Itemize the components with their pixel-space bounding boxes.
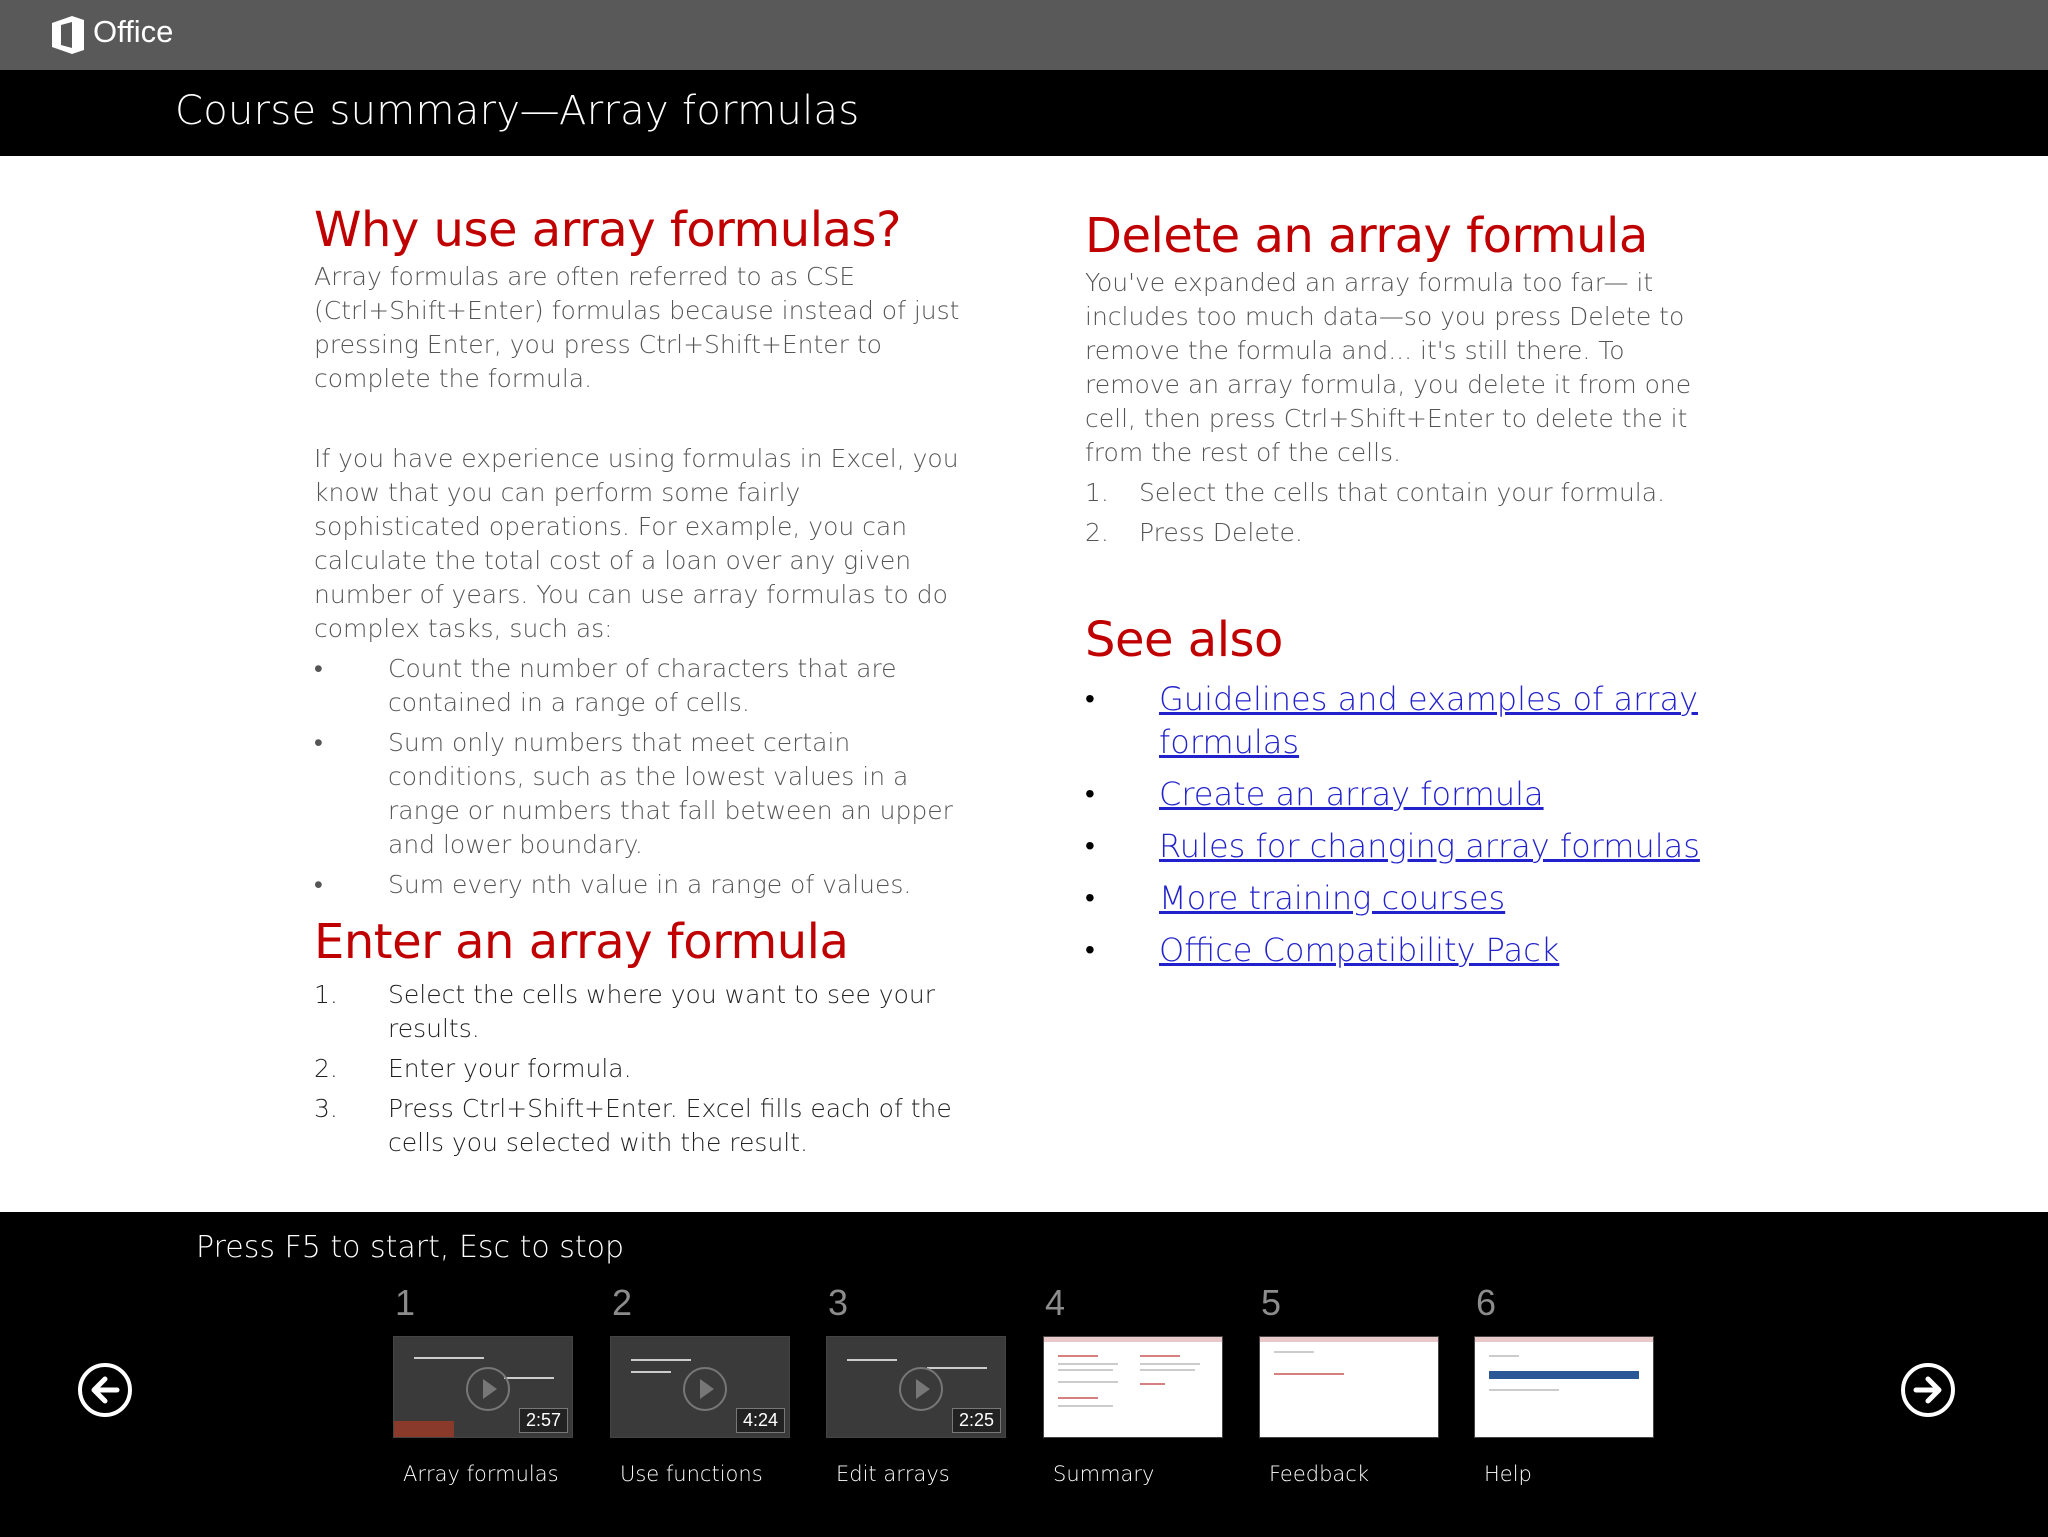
thumbnail-label: Use functions xyxy=(620,1462,763,1486)
bottom-bar: Press F5 to start, Esc to stop 1 2:57 Array formulas 2 4:24 Use functions 3 2:25 Edit arrays 4 Summary 5 Feedback 6 Help xyxy=(0,1212,2048,1537)
bullet: • xyxy=(314,654,323,683)
video-thumbnail xyxy=(610,1336,790,1438)
see-also-heading: See also xyxy=(1085,612,1283,668)
title-bar xyxy=(0,70,2048,156)
play-icon xyxy=(466,1367,510,1411)
page-thumbnail xyxy=(1043,1336,1223,1438)
page-thumbnail xyxy=(1474,1336,1654,1438)
thumbnail-label: Array formulas xyxy=(403,1462,559,1486)
delete-paragraph: You've expanded an array formula too far— it includes too much data—so you press Delete to remove the formula and... it's still there. To remove an array formula, you delete it from one cell, then press Ctrl+Shift+Enter to delete the it from the rest of the cells. xyxy=(1085,268,1692,467)
arrow-right-circle-icon[interactable] xyxy=(1900,1362,1956,1418)
why-bullet-list xyxy=(314,652,964,902)
right-column xyxy=(1085,200,1705,973)
link-create[interactable]: Create an array formula xyxy=(1159,775,1544,813)
bullet: • xyxy=(1085,682,1095,715)
left-column xyxy=(314,200,964,1160)
list-item: 1. Select the cells that contain your formula. xyxy=(1085,478,1666,507)
link-guidelines[interactable]: Guidelines and examples of array formulas xyxy=(1159,680,1698,761)
duration-badge: 2:25 xyxy=(952,1408,1001,1433)
why-heading: Why use array formulas? xyxy=(314,202,901,258)
bullet: • xyxy=(1085,933,1095,966)
office-brand: Office xyxy=(93,14,174,49)
delete-heading: Delete an array formula xyxy=(1085,208,1648,264)
bullet: • xyxy=(314,728,323,757)
keyboard-hint: Press F5 to start, Esc to stop xyxy=(196,1230,625,1265)
arrow-left-circle-icon[interactable] xyxy=(77,1362,133,1418)
list-item: 2. Enter your formula. xyxy=(314,1054,632,1083)
bullet: • xyxy=(314,870,323,899)
page-thumbnail xyxy=(1259,1336,1439,1438)
thumbnail-label: Edit arrays xyxy=(836,1462,950,1486)
link-more-training[interactable]: More training courses xyxy=(1159,879,1506,917)
list-item xyxy=(1085,826,1705,869)
thumbnail-label: Summary xyxy=(1053,1462,1155,1486)
enter-heading: Enter an array formula xyxy=(314,914,849,970)
list-item xyxy=(1085,930,1705,973)
list-item: • Count the number of characters that are contained in a range of cells. xyxy=(314,654,897,717)
list-item xyxy=(1085,679,1705,765)
play-icon xyxy=(683,1367,727,1411)
duration-badge: 2:57 xyxy=(519,1408,568,1433)
list-item: 1. Select the cells where you want to see your results. xyxy=(314,980,935,1043)
bullet: • xyxy=(1085,829,1095,862)
duration-badge: 4:24 xyxy=(736,1408,785,1433)
video-thumbnail xyxy=(826,1336,1006,1438)
why-paragraph-1: Array formulas are often referred to as CSE (Ctrl+Shift+Enter) formulas because instead of just pressing Enter, you press Ctrl+Shift+Enter to complete the formula. xyxy=(314,262,960,393)
thumbnail-label: Help xyxy=(1484,1462,1532,1486)
delete-steps-list xyxy=(1085,476,1705,550)
see-also-list xyxy=(1085,679,1705,973)
video-thumbnail xyxy=(393,1336,573,1438)
bullet: • xyxy=(1085,777,1095,810)
enter-steps-list xyxy=(314,978,964,1160)
why-paragraph-2: If you have experience using formulas in Excel, you know that you can perform some fairly sophisticated operations. For example, you can calculate the total cost of a loan over any given number of years. You can use array formulas to do complex tasks, such as: xyxy=(314,444,959,643)
page-title: Course summary—Array formulas xyxy=(175,88,860,134)
play-icon xyxy=(899,1367,943,1411)
link-compat-pack[interactable]: Office Compatibility Pack xyxy=(1159,931,1560,969)
list-item xyxy=(1085,878,1705,921)
list-item xyxy=(1085,774,1705,817)
list-item: • Sum every nth value in a range of values. xyxy=(314,868,964,902)
list-item: 2. Press Delete. xyxy=(1085,518,1303,547)
thumbnail-label: Feedback xyxy=(1269,1462,1370,1486)
bullet: • xyxy=(1085,881,1095,914)
list-item: • Sum only numbers that meet certain conditions, such as the lowest values in a range or numbers that fall between an upper and lower boundary. xyxy=(314,728,953,859)
link-rules[interactable]: Rules for changing array formulas xyxy=(1159,827,1700,865)
top-bar xyxy=(0,0,2048,70)
list-item: 3. Press Ctrl+Shift+Enter. Excel fills each of the cells you selected with the result. xyxy=(314,1094,952,1157)
office-logo-icon xyxy=(52,16,84,54)
